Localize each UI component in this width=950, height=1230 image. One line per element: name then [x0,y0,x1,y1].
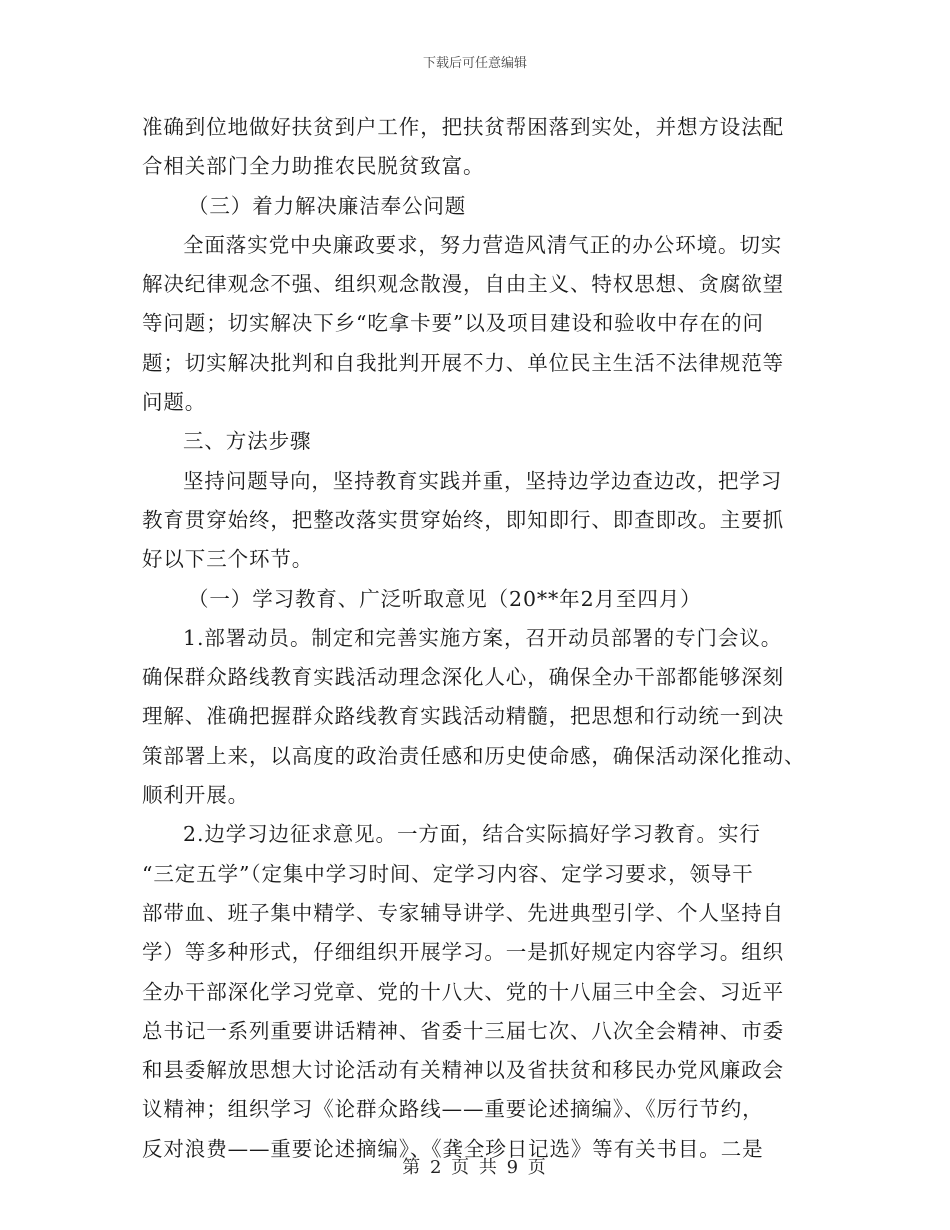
text-line: 等问题；切实解决下乡“吃拿卡要”以及项目建设和验收中存在的问 [142,311,764,336]
text-line: 解决纪律观念不强、组织观念散漫，自由主义、特权思想、贪腐欲望 [142,272,784,297]
text-line: 理解、准确把握群众路线教育实践活动精髓，把思想和行动统一到决 [142,704,784,729]
text-line: 和县委解放思想大讨论活动有关精神以及省扶贫和移民办党风廉政会 [142,1058,784,1083]
section-heading: （三）着力解决廉洁奉公问题 [188,193,467,218]
paragraph-start: 坚持问题导向，坚持教育实践并重，坚持边学边查边改，把学习 [183,468,783,493]
section-heading: （一）学习教育、广泛听取意见（20**年2月至四月） [188,586,702,611]
document-body [142,108,810,1169]
page-number: 第 2 页 共 9 页 [402,1157,548,1178]
section-heading: 三、方法步骤 [183,429,312,454]
text-line: 题；切实解决批判和自我批判开展不力、单位民主生活不法律规范等 [142,350,784,375]
text-line: 学）等多种形式，仔细组织开展学习。一是抓好规定内容学习。组织 [142,940,784,965]
text-line: “三定五学”（定集中学习时间、定学习内容、定学习要求，领导干 [142,861,754,886]
paragraph-start: 2.边学习边征求意见。一方面，结合实际搞好学习教育。实行 [183,822,761,847]
text-line: 全办干部深化学习党章、党的十八大、党的十八届三中全会、习近平 [142,979,784,1004]
text-line: 策部署上来，以高度的政治责任感和历史使命感，确保活动深化推动、 [142,743,806,768]
text-line: 准确到位地做好扶贫到户工作，把扶贫帮困落到实处，并想方设法配 [142,115,784,139]
text-line: 议精神；组织学习《论群众路线——重要论述摘编》、《厉行节约， [142,1097,764,1122]
text-line: 总书记一系列重要讲话精神、省委十三届七次、八次全会精神、市委 [142,1018,784,1043]
text-line: 部带血、班子集中精学、专家辅导讲学、先进典型引学、个人坚持自 [142,900,784,925]
text-line: 好以下三个环节。 [142,547,314,572]
text-line: 合相关部门全力助推农民脱贫致富。 [142,154,485,179]
header-note: 下载后可任意编辑 [422,56,527,71]
text-line: 问题。 [142,390,207,415]
text-line: 教育贯穿始终，把整改落实贯穿始终，即知即行、即查即改。主要抓 [142,507,784,532]
text-line: 反对浪费——重要论述摘编》、《龚全珍日记选》等有关书目。二是 [142,1136,764,1161]
text-line: 顺利开展。 [142,783,249,808]
paragraph-start: 全面落实党中央廉政要求，努力营造风清气正的办公环境。切实 [183,232,783,257]
paragraph-start: 1.部署动员。制定和完善实施方案，召开动员部署的专门会议。 [183,625,783,650]
text-line: 确保群众路线教育实践活动理念深化人心，确保全办干部都能够深刻 [142,665,784,690]
